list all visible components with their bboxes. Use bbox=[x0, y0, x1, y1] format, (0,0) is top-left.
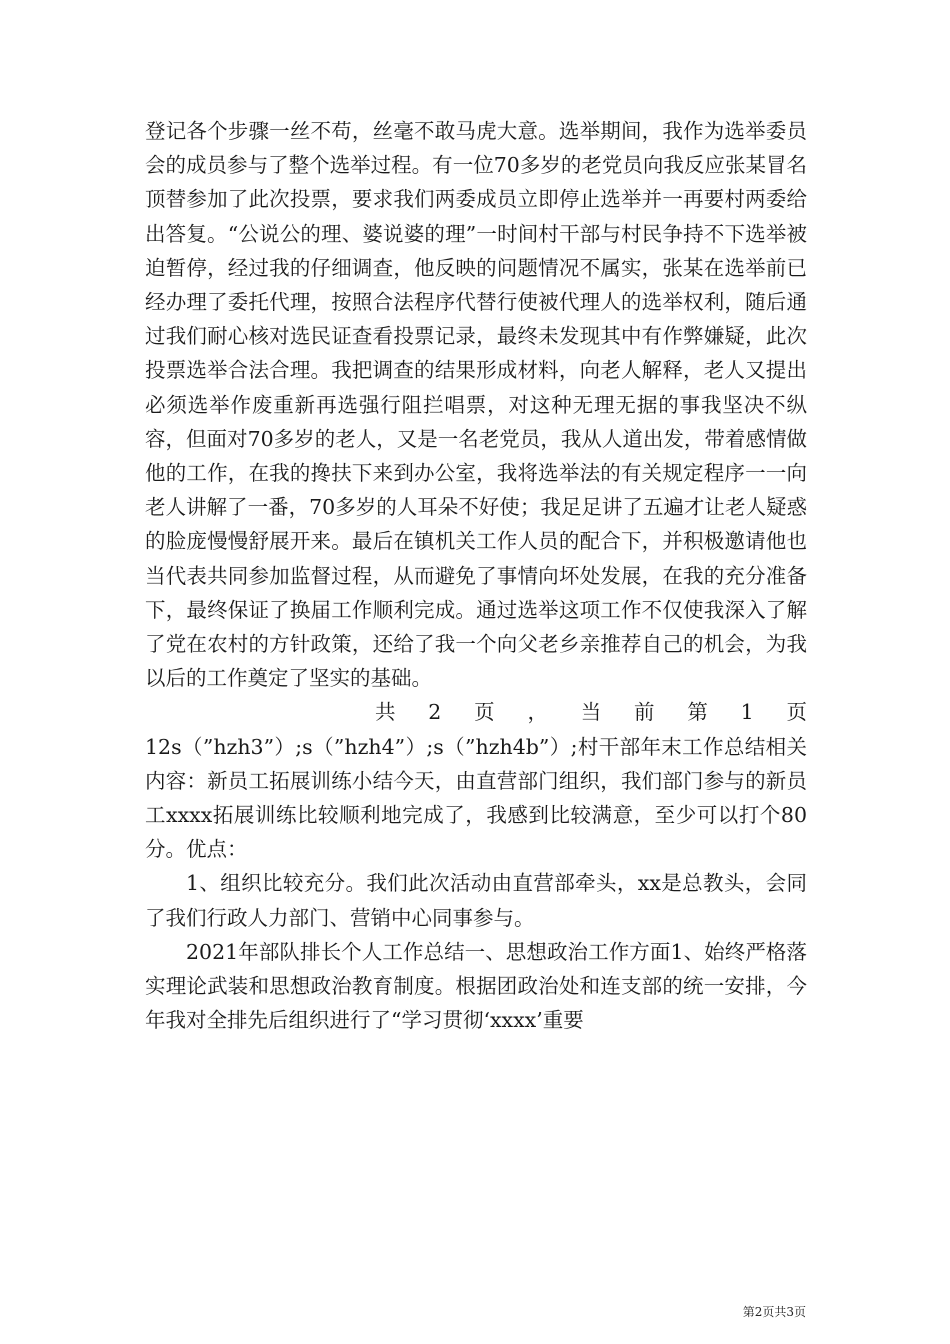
pager-token: 共 bbox=[375, 700, 396, 725]
pager-token: 页 bbox=[786, 700, 807, 725]
paragraph-platoon-summary: 2021年部队排长个人工作总结一、思想政治工作方面1、始终严格落实理论武装和思想政治教育制度。根据团政治处和连支部的统一安排，今年我对全排先后组织进行了“学习贯彻‘xxxx’重要 bbox=[145, 939, 807, 1033]
pager-token: 前 bbox=[634, 700, 655, 725]
pager-token: 2 bbox=[428, 700, 442, 725]
paragraph-training-summary: 12s（”hzh3”）;s（”hzh4”）;s（”hzh4b”）;村干部年末工作总结相关内容：新员工拓展训练小结今天，由直营部门组织，我们部门参与的新员工xxxx拓展训练比较顺利地完成了，我感到比较满意，至少可以打个80分。优点： bbox=[145, 734, 807, 862]
pager-token: 1 bbox=[740, 700, 754, 725]
pager-token: ， bbox=[527, 700, 548, 725]
paragraph-organization: 1、组织比较充分。我们此次活动由直营部牵头，xx是总教头，会同了我们行政人力部门、营销中心同事参与。 bbox=[145, 871, 807, 930]
pager-token: 当 bbox=[580, 700, 602, 725]
page-indicator-line bbox=[145, 695, 807, 729]
paragraph-election: 登记各个步骤一丝不苟，丝毫不敢马虎大意。选举期间，我作为选举委员会的成员参与了整个选举过程。有一位70多岁的老党员向我反应张某冒名顶替参加了此次投票，要求我们两委成员立即停止选举并一再要村两委给出答复。“公说公的理、婆说婆的理”一时间村干部与村民争持不下选举被迫暂停，经过我的仔细调查，他反映的问题情况不属实，张某在选举前已经办理了委托代理，按照合法程序代替行使被代理人的选举权利，随后通过我们耐心核对选民证查看投票记录，最终未发现其中有作弊嫌疑，此次投票选举合法合理。我把调查的结果形成材料，向老人解释，老人又提出必须选举作废重新再选强行阻拦唱票，对这种无理无据的事我坚决不纵容，但面对70多岁的老人，又是一名老党员，我从人道出发，带着感情做他的工作，在我的搀扶下来到办公室，我将选举法的有关规定程序一一向老人讲解了一番，70多岁的人耳朵不好使；我足足讲了五遍才让老人疑惑的脸庞慢慢舒展开来。最后在镇机关工作人员的配合下，并积极邀请他也当代表共同参加监督过程，从而避免了事情向坏处发展，在我的充分准备下，最终保证了换届工作顺利完成。通过选举这项工作不仅使我深入了解了党在农村的方针政策，还给了我一个向父老乡亲推荐自己的机会，为我以后的工作奠定了坚实的基础。 bbox=[145, 119, 807, 691]
pager-token: 页 bbox=[474, 700, 495, 725]
document-body bbox=[145, 114, 807, 1037]
pager-token: 第 bbox=[687, 700, 708, 725]
page-footer: 第2页共3页 bbox=[742, 1305, 806, 1319]
